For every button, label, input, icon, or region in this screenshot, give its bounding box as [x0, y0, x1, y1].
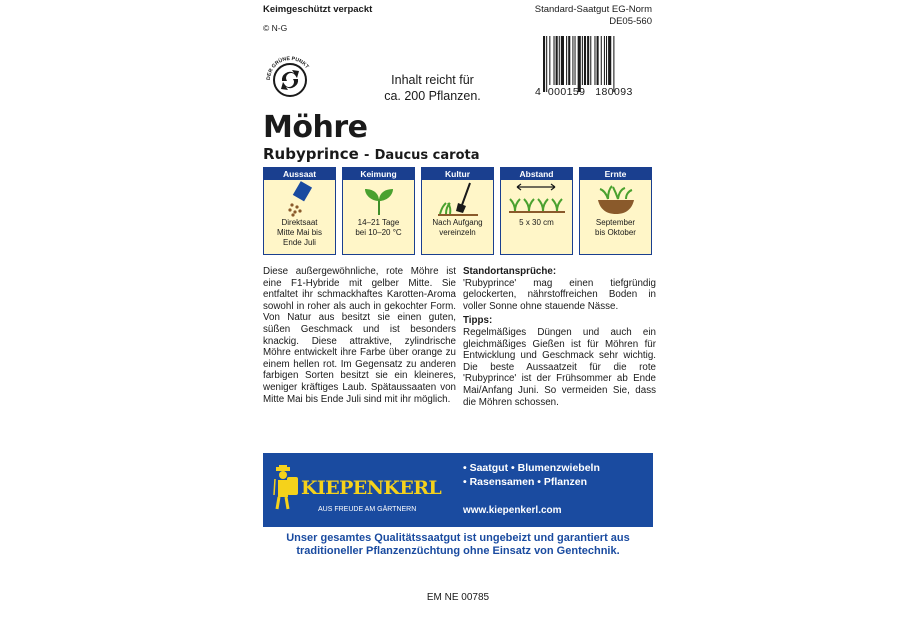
seed-packet-icon — [280, 181, 320, 217]
product-name: Möhre — [263, 110, 368, 145]
barcode-bar — [568, 36, 570, 85]
quality-line: traditioneller Pflanzenzüchtung ohne Einsatz von Gentechnik. — [296, 545, 620, 557]
subtitle-dash: - — [364, 148, 370, 163]
harvest-bowl-icon — [594, 181, 638, 217]
product-list-line: • Saatgut • Blumenzwiebeln — [463, 462, 600, 474]
copyright: © N-G — [263, 23, 288, 33]
header-right — [535, 4, 652, 28]
tile-text-line: Nach Aufgang — [432, 218, 483, 227]
tile-kultur — [421, 167, 494, 255]
brand-name: KIEPENKERL — [301, 477, 442, 499]
description-text: Diese außergewöhnliche, rote Möhre ist eine F1-Hybride mit gelber Mitte. Sie entfaltet ihr schmackhaftes Karotten-Aroma sowohl in roher als auch in gekochter Form. Von Natur aus besitzt sie einen guten, süßen Geschmack und ist besonders knackig. Diese attraktive, zylindrische Möhre entwickelt ihre Farbe über orange zu einem hellen rot. Im Gegensatz zu anderen farbigen Sorten besitzt sie ein kleineres, weniger kräftiges Laub. Spätaussaaten von Mitte Mai bis Ende Juli sind mit ihr möglich. — [263, 266, 456, 405]
tile-ernte — [579, 167, 652, 255]
barcode-bar — [582, 36, 583, 85]
spade-icon — [436, 181, 480, 217]
tile-abstand — [500, 167, 573, 255]
barcode-bar — [561, 36, 564, 85]
barcode-bar — [566, 36, 567, 85]
barcode-bar — [572, 36, 573, 85]
em-code: EM NE 00785 — [426, 592, 490, 603]
quality-line: Unser gesamtes Qualitätssaatgut ist ungebeizt und garantiert aus — [286, 532, 630, 544]
tile-text-line: vereinzeln — [439, 228, 476, 237]
contents-line-2: ca. 200 Pflanzen. — [384, 89, 481, 103]
barcode-bar — [608, 36, 611, 85]
barcode-bar — [578, 36, 581, 92]
barcode-bar — [601, 36, 602, 85]
barcode-bar — [554, 36, 555, 85]
barcode-bar — [543, 36, 545, 92]
product-subtitle — [263, 145, 480, 163]
tile-title: Abstand — [501, 168, 572, 180]
standard-code: DE05-560 — [609, 16, 652, 27]
gruener-punkt-logo — [262, 50, 318, 106]
quality-statement — [263, 532, 653, 558]
tile-text-line: Mitte Mai bis — [277, 228, 322, 237]
kiepenkerl-figure-icon — [273, 465, 301, 511]
contents-line-1: Inhalt reicht für — [391, 73, 474, 87]
spacing-icon — [507, 181, 567, 217]
tile-text-line: Ende Juli — [283, 238, 316, 247]
tile-title: Ernte — [580, 168, 651, 180]
barcode-digits — [535, 86, 645, 98]
tile-text-line: bis Oktober — [595, 228, 636, 237]
tile-title: Kultur — [422, 168, 493, 180]
gruener-punkt-text: DER GRÜNE PUNKT — [265, 55, 310, 81]
seed-standard: Standard-Saatgut EG-Norm — [534, 4, 652, 15]
barcode-bar — [587, 36, 589, 85]
website-link[interactable]: www.kiepenkerl.com — [463, 505, 562, 516]
barcode-bar — [556, 36, 558, 85]
tips-heading: Tipps: — [463, 315, 493, 327]
barcode-bar — [594, 36, 595, 85]
tile-text-line: bei 10–20 °C — [355, 228, 402, 237]
barcode-bar — [549, 36, 550, 85]
packaging-note: Keimgeschützt verpackt — [263, 4, 373, 15]
barcode-bar — [584, 36, 586, 85]
barcode-bar — [613, 36, 614, 92]
barcode-bar — [590, 36, 591, 85]
header-left — [263, 4, 372, 34]
sprout-icon — [359, 181, 399, 217]
brand-slogan: AUS FREUDE AM GÄRTNERN — [318, 506, 417, 513]
tile-text-line: September — [595, 218, 636, 227]
product-list — [463, 462, 600, 489]
tile-text-line: 14–21 Tage — [357, 218, 400, 227]
barcode-bar — [604, 36, 605, 85]
tile-keimung — [342, 167, 415, 255]
barcode-bar — [559, 36, 560, 85]
tile-title: Keimung — [343, 168, 414, 180]
tips-text: Regelmäßiges Düngen und auch ein gleichmäßiges Gießen ist für Möhren für Entwicklung und Geschmack sehr wichtig. Die beste Aussaatzeit für die rote 'Rubyprince' ist der Frühsommer ab Ende Mai/Anfang Juni. So vermeiden Sie, dass die Möhren schossen. — [463, 326, 656, 408]
barcode-bar — [606, 36, 607, 85]
tile-aussaat — [263, 167, 336, 255]
location-text: 'Rubyprince' mag einen tiefgründig gelockerten, nährstoffreichen Boden in voller Sonne ohne stauende Nässe. — [463, 277, 656, 312]
description-column — [263, 266, 456, 405]
barcode-bar — [597, 36, 599, 85]
latin-name: Daucus carota — [374, 148, 480, 163]
barcode-bar — [575, 36, 576, 85]
barcode-digits-3: 180093 — [595, 86, 633, 98]
tile-text-line: Direktsaat — [281, 218, 318, 227]
location-heading: Standortansprüche: — [463, 266, 557, 277]
contents-note — [370, 72, 495, 104]
variety-name: Rubyprince — [263, 145, 359, 163]
product-list-line: • Rasensamen • Pflanzen — [463, 475, 588, 488]
tile-text-line: 5 x 30 cm — [519, 218, 554, 227]
info-column — [463, 266, 656, 408]
barcode-digits-2: 000159 — [547, 86, 586, 98]
barcode-digit-1: 4 — [535, 86, 542, 98]
tile-title: Aussaat — [264, 168, 335, 180]
barcode-bar — [546, 36, 547, 92]
